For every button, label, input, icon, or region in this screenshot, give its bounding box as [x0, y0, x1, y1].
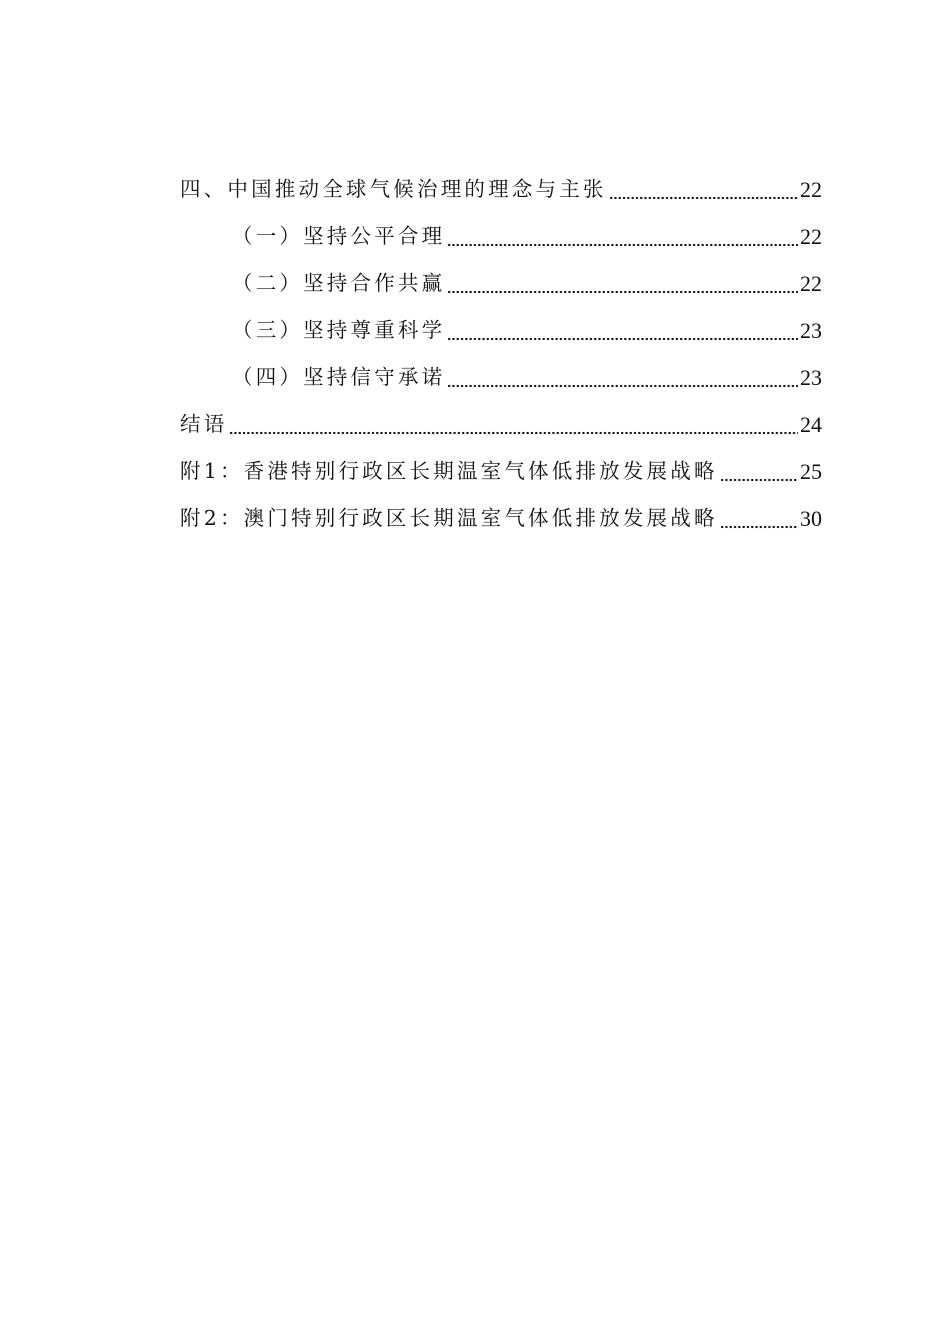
toc-dot-leader [447, 290, 798, 294]
table-of-contents [180, 166, 822, 542]
toc-dot-leader [720, 525, 798, 529]
toc-page-number: 22 [800, 271, 822, 296]
toc-entry-title: （二）坚持合作共赢 [232, 271, 446, 295]
toc-entry-title: 附1：香港特别行政区长期温室气体低排放发展战略 [180, 459, 718, 483]
toc-entry[interactable] [180, 166, 822, 213]
toc-dot-leader [447, 337, 798, 341]
toc-entry[interactable] [180, 354, 822, 401]
toc-dot-leader [229, 431, 798, 435]
toc-entry[interactable] [180, 213, 822, 260]
toc-page-number: 23 [800, 318, 822, 343]
toc-entry[interactable] [180, 495, 822, 542]
toc-entry[interactable] [180, 307, 822, 354]
toc-page-number: 22 [800, 177, 822, 202]
toc-entry-title: （一）坚持公平合理 [232, 224, 446, 248]
toc-entry[interactable] [180, 448, 822, 495]
toc-entry-title: （四）坚持信守承诺 [232, 365, 446, 389]
toc-entry[interactable] [180, 260, 822, 307]
toc-entry-title: 结语 [180, 412, 228, 436]
toc-entry-title: 附2：澳门特别行政区长期温室气体低排放发展战略 [180, 506, 718, 530]
toc-entry[interactable] [180, 401, 822, 448]
toc-dot-leader [720, 478, 798, 482]
toc-dot-leader [447, 243, 798, 247]
toc-page-number: 24 [800, 412, 822, 437]
toc-page-number: 22 [800, 224, 822, 249]
toc-dot-leader [609, 196, 798, 200]
toc-page-number: 25 [800, 459, 822, 484]
toc-page-number: 30 [800, 506, 822, 531]
toc-entry-title: （三）坚持尊重科学 [232, 318, 446, 342]
toc-entry-title: 四、中国推动全球气候治理的理念与主张 [180, 177, 607, 201]
toc-dot-leader [447, 384, 798, 388]
toc-page-number: 23 [800, 365, 822, 390]
